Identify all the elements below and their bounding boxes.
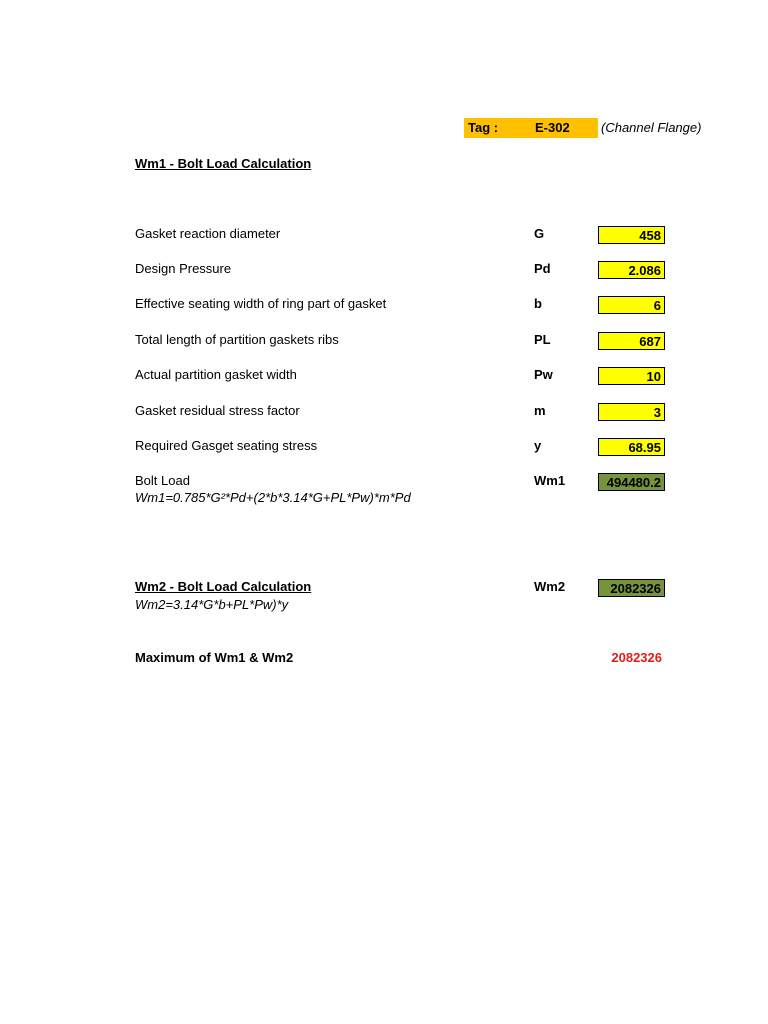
- row-symbol-gasket-diameter: G: [534, 226, 545, 241]
- wm1-symbol: Wm1: [534, 473, 566, 488]
- row-symbol-stress-factor: m: [534, 403, 546, 418]
- tag-value[interactable]: E-302: [531, 118, 598, 138]
- row-symbol-partition-width: Pw: [534, 367, 553, 382]
- wm2-symbol: Wm2: [534, 579, 566, 594]
- maximum-label: Maximum of Wm1 & Wm2: [135, 650, 294, 665]
- row-symbol-seating-width: b: [534, 296, 542, 311]
- input-gasket-diameter[interactable]: 458: [598, 226, 665, 244]
- wm2-section-title: Wm2 - Bolt Load Calculation: [135, 579, 312, 594]
- input-partition-length[interactable]: 687: [598, 332, 665, 350]
- row-label-seating-stress: Required Gasget seating stress: [135, 438, 318, 453]
- bolt-load-label: Bolt Load: [135, 473, 190, 488]
- input-seating-width[interactable]: 6: [598, 296, 665, 314]
- row-label-gasket-diameter: Gasket reaction diameter: [135, 226, 281, 241]
- tag-note: (Channel Flange): [601, 120, 702, 135]
- wm1-result[interactable]: 494480.2: [598, 473, 665, 491]
- row-symbol-seating-stress: y: [534, 438, 542, 453]
- row-label-partition-width: Actual partition gasket width: [135, 367, 297, 382]
- row-label-stress-factor: Gasket residual stress factor: [135, 403, 300, 418]
- row-label-design-pressure: Design Pressure: [135, 261, 232, 276]
- input-partition-width[interactable]: 10: [598, 367, 665, 385]
- tag-label: Tag :: [464, 118, 531, 138]
- row-symbol-partition-length: PL: [534, 332, 551, 347]
- wm1-section-title: Wm1 - Bolt Load Calculation: [135, 156, 312, 171]
- wm2-result[interactable]: 2082326: [598, 579, 665, 597]
- input-seating-stress[interactable]: 68.95: [598, 438, 665, 456]
- row-label-seating-width: Effective seating width of ring part of gasket: [135, 296, 387, 311]
- row-symbol-design-pressure: Pd: [534, 261, 551, 276]
- maximum-value[interactable]: 2082326: [611, 650, 662, 665]
- input-design-pressure[interactable]: 2.086: [598, 261, 665, 279]
- row-label-partition-length: Total length of partition gaskets ribs: [135, 332, 339, 347]
- wm1-formula: Wm1=0.785*G²*Pd+(2*b*3.14*G+PL*Pw)*m*Pd: [135, 490, 411, 505]
- wm2-formula: Wm2=3.14*G*b+PL*Pw)*y: [135, 597, 289, 612]
- input-stress-factor[interactable]: 3: [598, 403, 665, 421]
